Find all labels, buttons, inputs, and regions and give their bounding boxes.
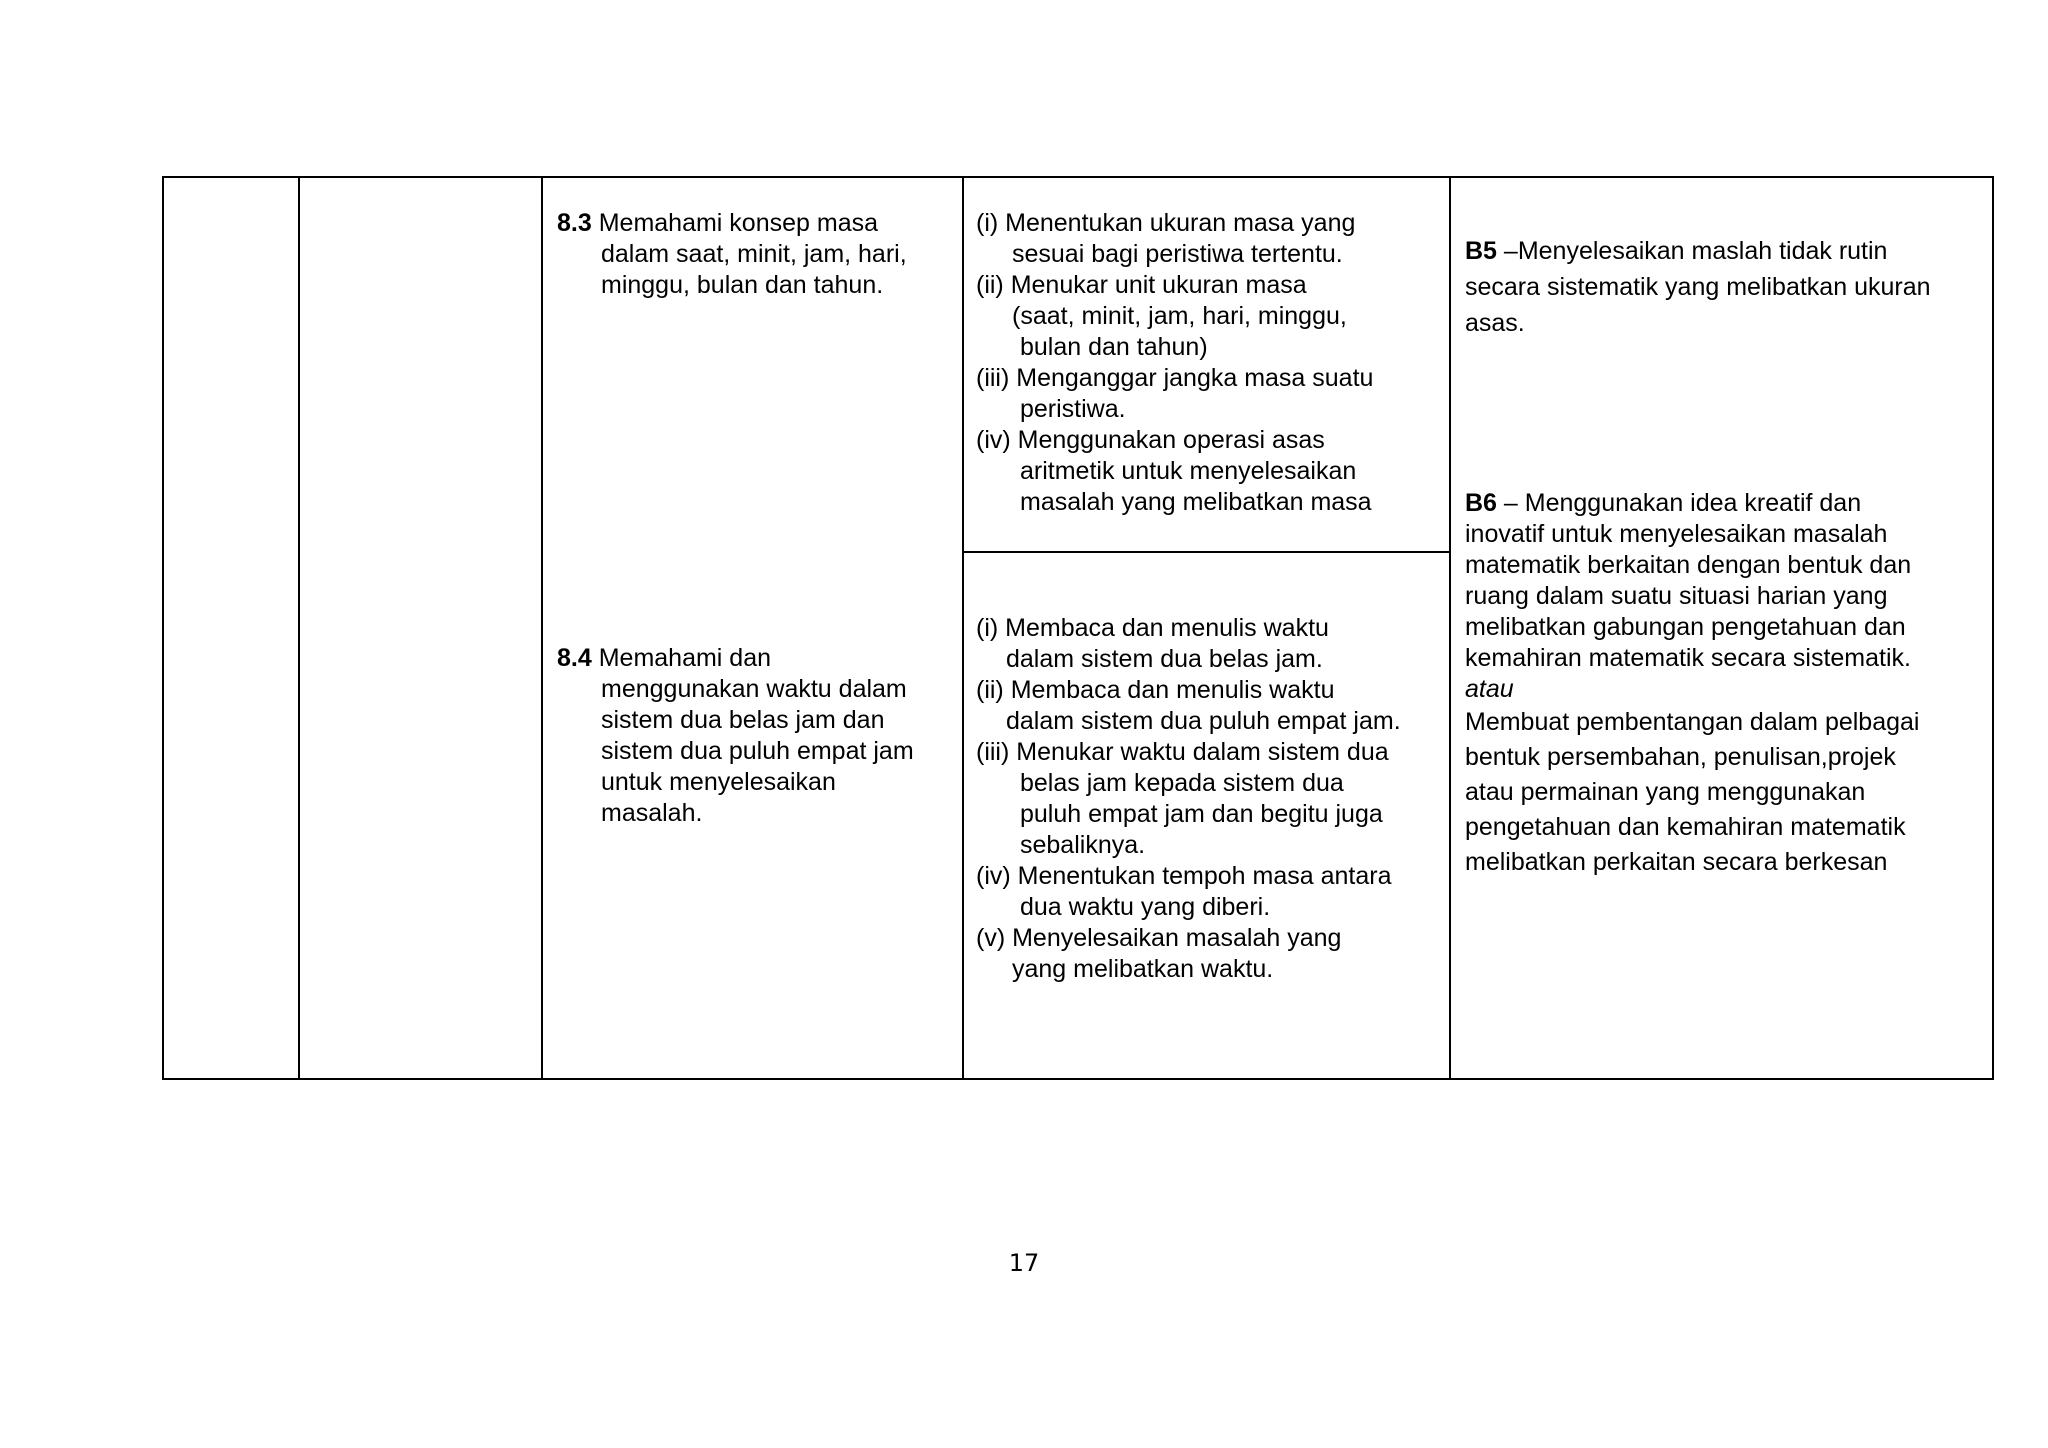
objective-line: (i) Menentukan ukuran masa yang [976, 209, 1356, 237]
objective-line: (iii) Menganggar jangka masa suatu [976, 364, 1374, 392]
level-text: Membuat pembentangan dalam pelbagai [1465, 708, 1920, 736]
objective-line: dua waktu yang diberi. [1020, 893, 1271, 921]
level-text: –Menyelesaikan maslah tidak rutin [1503, 237, 1888, 265]
objective-line: (iv) Menentukan tempoh masa antara [976, 862, 1392, 890]
standard-text: sistem dua puluh empat jam [601, 737, 914, 765]
standard-text: untuk menyelesaikan [601, 768, 836, 796]
learning-objectives-8-4 [976, 613, 1401, 985]
level-text: pengetahuan dan kemahiran matematik [1465, 813, 1906, 841]
content-standard-8-4 [557, 643, 914, 829]
standard-text: sistem dua belas jam dan [601, 706, 885, 734]
level-text: melibatkan perkaitan secara berkesan [1465, 848, 1888, 876]
objective-line: aritmetik untuk menyelesaikan [1020, 457, 1357, 485]
column-divider-3 [962, 176, 964, 1080]
objective-line: (ii) Menukar unit ukuran masa [976, 271, 1307, 299]
level-text: inovatif untuk menyelesaikan masalah [1465, 520, 1888, 548]
objective-line: masalah yang melibatkan masa [1020, 488, 1372, 516]
standard-text: Memahami dan [598, 644, 772, 672]
level-text: matematik berkaitan dengan bentuk dan [1465, 551, 1912, 579]
objective-line: (iii) Menukar waktu dalam sistem dua [976, 738, 1389, 766]
objective-line: bulan dan tahun) [1020, 333, 1208, 361]
objective-line: peristiwa. [1020, 395, 1126, 423]
objective-line: sebaliknya. [1020, 831, 1146, 859]
objective-line: (iv) Menggunakan operasi asas [976, 426, 1325, 454]
level-text: kemahiran matematik secara sistematik. [1465, 644, 1911, 672]
level-text: asas. [1465, 309, 1525, 337]
standard-text: menggunakan waktu dalam [601, 675, 907, 703]
objective-line: (i) Membaca dan menulis waktu [976, 614, 1329, 642]
objective-line: (saat, minit, jam, hari, minggu, [1012, 302, 1347, 330]
standard-code: 8.4 [557, 644, 592, 672]
learning-objectives-8-3 [976, 208, 1373, 518]
performance-level-b6 [1465, 488, 1919, 880]
row-divider-objectives [962, 551, 1451, 553]
column-divider-1 [298, 176, 300, 1080]
table-bottom-border [162, 1078, 1994, 1080]
level-text: melibatkan gabungan pengetahuan dan [1465, 613, 1906, 641]
level-text: ruang dalam suatu situasi harian yang [1465, 582, 1888, 610]
objective-line: belas jam kepada sistem dua [1020, 769, 1344, 797]
content-standard-8-3 [557, 208, 907, 301]
objective-line: (v) Menyelesaikan masalah yang [976, 924, 1342, 952]
objective-line: sesuai bagi peristiwa tertentu. [1012, 240, 1343, 268]
performance-level-b5 [1465, 233, 1931, 341]
page-number: 17 [1008, 1249, 1040, 1277]
level-code: B5 [1465, 237, 1497, 265]
objective-line: yang melibatkan waktu. [1012, 955, 1274, 983]
objective-line: (ii) Membaca dan menulis waktu [976, 676, 1335, 704]
objective-line: dalam sistem dua puluh empat jam. [1006, 707, 1401, 735]
level-text: bentuk persembahan, penulisan,projek [1465, 743, 1896, 771]
standard-text: dalam saat, minit, jam, hari, [601, 240, 907, 268]
column-divider-2 [541, 176, 543, 1080]
table-top-border [162, 176, 1994, 178]
standard-text: Memahami konsep masa [598, 209, 879, 237]
level-text: atau permainan yang menggunakan [1465, 778, 1866, 806]
level-text: secara sistematik yang melibatkan ukuran [1465, 273, 1931, 301]
level-text: – Menggunakan idea kreatif dan [1496, 489, 1862, 517]
standard-code: 8.3 [557, 209, 592, 237]
table-border-left [162, 176, 164, 1080]
standard-text: minggu, bulan dan tahun. [601, 271, 884, 299]
level-code: B6 [1465, 489, 1497, 517]
column-divider-4 [1449, 176, 1451, 1080]
objective-line: puluh empat jam dan begitu juga [1020, 800, 1383, 828]
table-border-right [1992, 176, 1994, 1080]
standard-text: masalah. [601, 799, 703, 827]
objective-line: dalam sistem dua belas jam. [1006, 645, 1323, 673]
or-label: atau [1465, 675, 1514, 703]
